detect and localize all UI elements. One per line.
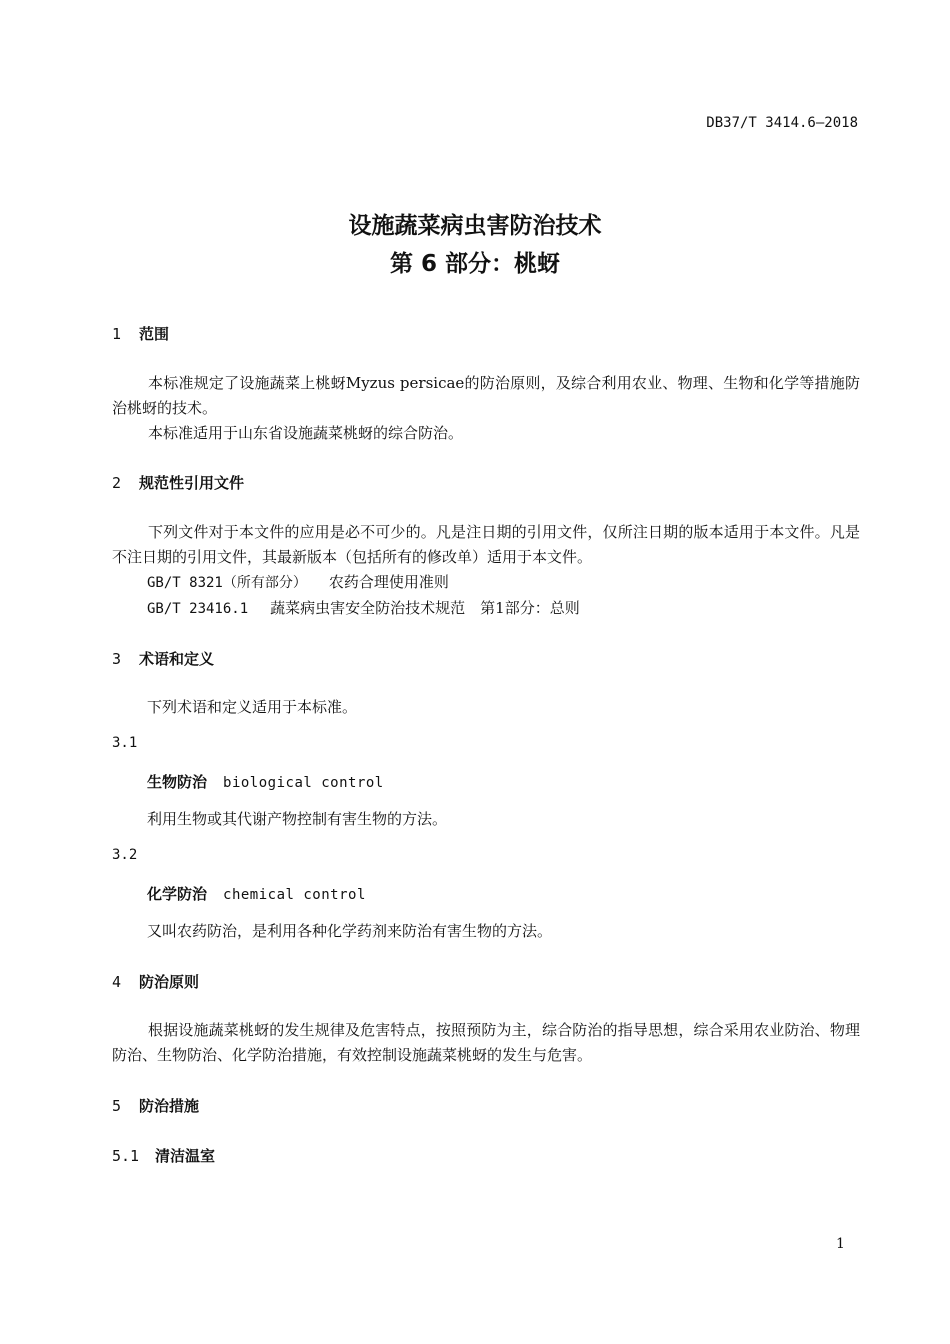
section-heading-terms — [112, 648, 214, 669]
reference-code: GB/T 8321（所有部分） — [147, 575, 307, 591]
document-subtitle: 第 6 部分：桃蚜 — [389, 251, 561, 277]
section-title: 防治原则 — [139, 973, 200, 991]
section-number: 3 — [112, 650, 122, 668]
term-en: chemical control — [223, 887, 366, 903]
section-title: 规范性引用文件 — [139, 474, 245, 492]
document-code: DB37/T 3414.6—2018 — [706, 115, 858, 131]
section-title: 术语和定义 — [139, 650, 215, 668]
reference-item — [147, 571, 449, 592]
term-zh: 生物防治 — [147, 773, 208, 791]
principles-paragraph: 根据设施蔬菜桃蚜的发生规律及危害特点，按照预防为主，综合防治的指导思想，综合采用农业防治、物理防治、生物防治、化学防治措施，有效控制设施蔬菜桃蚜的发生与危害。 — [112, 1021, 860, 1064]
term-definition: 又叫农药防治，是利用各种化学药剂来防治有害生物的方法。 — [147, 922, 553, 940]
document-title: 设施蔬菜病虫害防治技术 — [348, 213, 602, 239]
reference-code: GB/T 23416.1 — [147, 601, 249, 617]
section-number: 2 — [112, 474, 122, 492]
section-number: 1 — [112, 325, 122, 343]
subsection-number: 5.1 — [112, 1147, 140, 1165]
section-number: 5 — [112, 1097, 122, 1115]
section-title: 防治措施 — [139, 1097, 200, 1115]
reference-title: 蔬菜病虫害安全防治技术规范 第1部分：总则 — [270, 599, 580, 617]
reference-title: 农药合理使用准则 — [328, 573, 449, 591]
section-heading-scope — [112, 323, 169, 344]
term-definition: 利用生物或其代谢产物控制有害生物的方法。 — [147, 810, 448, 828]
terms-intro: 下列术语和定义适用于本标准。 — [147, 698, 358, 716]
term-zh: 化学防治 — [147, 885, 208, 903]
section-title: 范围 — [139, 325, 170, 343]
term-number: 3.2 — [112, 847, 138, 863]
term-en: biological control — [223, 775, 384, 791]
subsection-title: 清洁温室 — [155, 1147, 216, 1165]
subsection-heading-clean-greenhouse — [112, 1145, 215, 1166]
section-heading-normative-references — [112, 472, 244, 493]
reference-item — [147, 597, 580, 618]
term-number: 3.1 — [112, 735, 138, 751]
term-entry — [147, 771, 384, 792]
scope-paragraph-2: 本标准适用于山东省设施蔬菜桃蚜的综合防治。 — [148, 424, 464, 442]
section-heading-principles — [112, 971, 199, 992]
page-number: 1 — [836, 1236, 845, 1252]
references-paragraph: 下列文件对于本文件的应用是必不可少的。凡是注日期的引用文件，仅所注日期的版本适用于本文件。凡是不注日期的引用文件，其最新版本（包括所有的修改单）适用于本文件。 — [112, 523, 860, 566]
section-heading-measures — [112, 1095, 199, 1116]
term-entry — [147, 883, 366, 904]
scope-paragraph-1: 本标准规定了设施蔬菜上桃蚜Myzus persicae的防治原则，及综合利用农业、物理、生物和化学等措施防治桃蚜的技术。 — [112, 374, 860, 417]
section-number: 4 — [112, 973, 122, 991]
